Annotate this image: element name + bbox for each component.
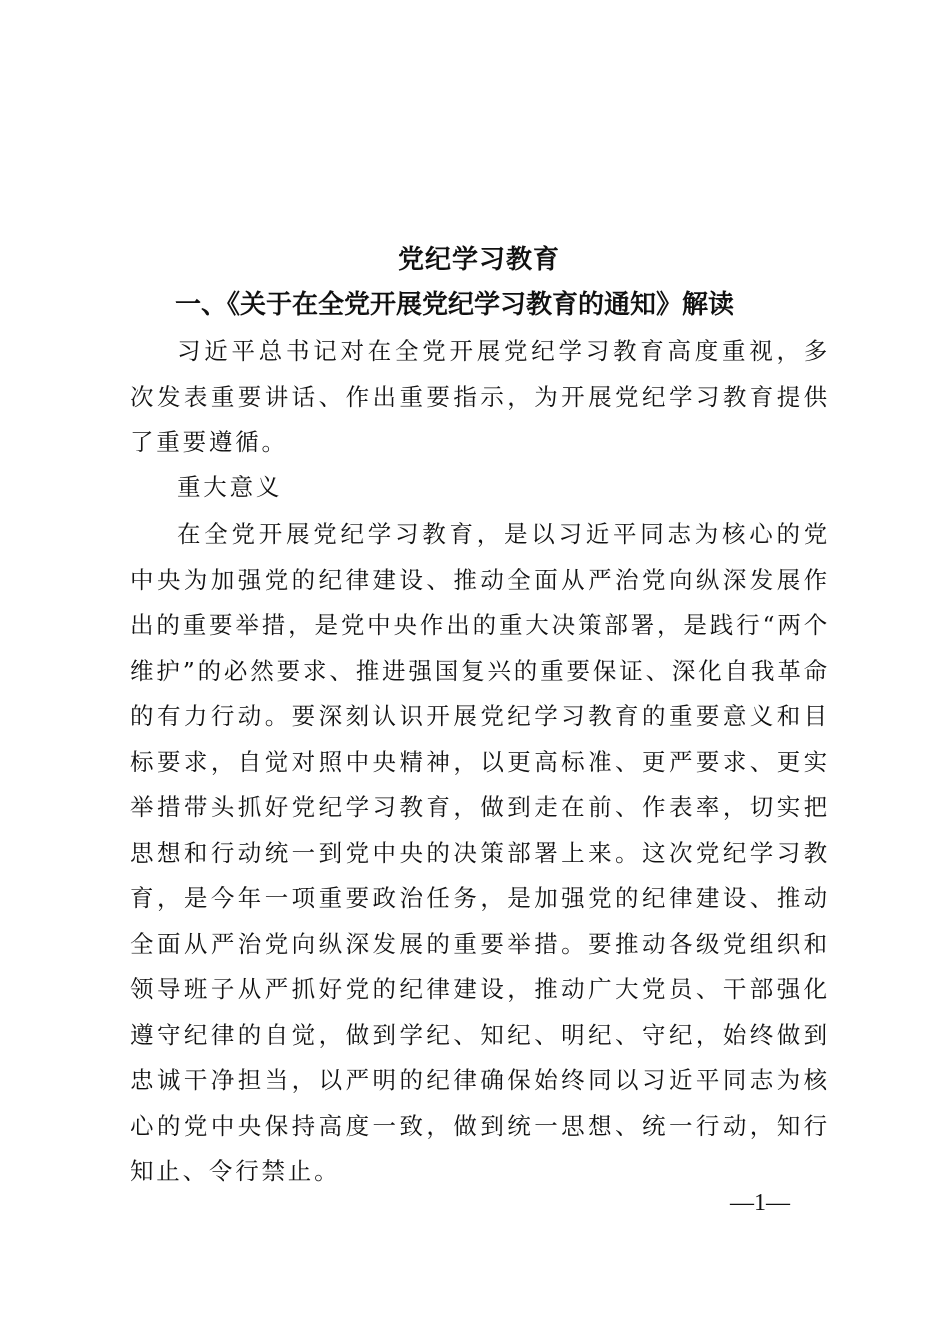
page-number: —1—: [730, 1190, 790, 1216]
significance-paragraph: 在全党开展党纪学习教育，是以习近平同志为核心的党中央为加强党的纪律建设、推动全面从严治党向纵深发展作出的重要举措，是党中央作出的重大决策部署，是践行“两个维护”的必然要求、推进强国复兴的重要保证、深化自我革命的有力行动。要深刻认识开展党纪学习教育的重要意义和目标要求，自觉对照中央精神，以更高标准、更严要求、更实举措带头抓好党纪学习教育，做到走在前、作表率，切实把思想和行动统一到党中央的决策部署上来。这次党纪学习教育，是今年一项重要政治任务，是加强党的纪律建设、推动全面从严治党向纵深发展的重要举措。要推动各级党组织和领导班子从严抓好党的纪律建设，推动广大党员、干部强化遵守纪律的自觉，做到学纪、知纪、明纪、守纪，始终做到忠诚干净担当，以严明的纪律确保始终同以习近平同志为核心的党中央保持高度一致，做到统一思想、统一行动，知行知止、令行禁止。: [130, 520, 830, 1185]
document-title: 党纪学习教育: [397, 245, 560, 275]
section-heading: 一、《关于在全党开展党纪学习教育的通知》解读: [175, 290, 735, 320]
subsection-heading-significance: 重大意义: [177, 473, 283, 501]
intro-paragraph: 习近平总书记对在全党开展党纪学习教育高度重视，多次发表重要讲话、作出重要指示，为开展党纪学习教育提供了重要遵循。: [130, 337, 830, 456]
